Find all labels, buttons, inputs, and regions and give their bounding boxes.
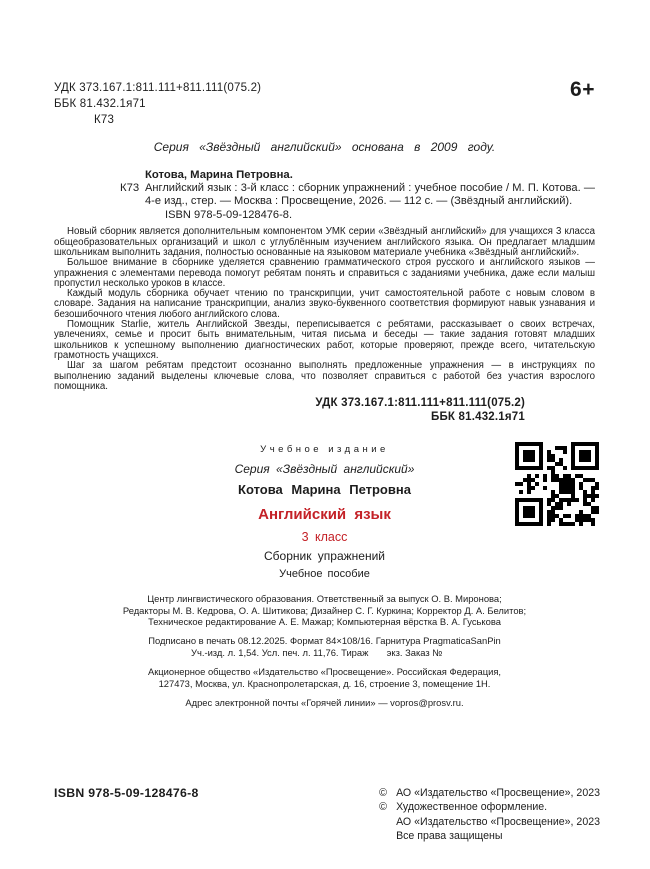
udk-code-bottom: УДК 373.167.1:811.111+811.111(075.2): [315, 397, 525, 410]
bib-author-heading: Котова, Марина Петровна.: [145, 169, 293, 181]
udk-code: УДК 373.167.1:811.111+811.111(075.2): [54, 82, 262, 94]
book-subtitle: Сборник упражнений: [263, 549, 385, 564]
copyright-text: АО «Издательство «Просвещение», 2023: [396, 787, 600, 799]
bib-description: Английский язык : 3-й класс : сборник упражнений : учебное пособие / М. П. Котова. — 4-е изд., стер. — Москва : Просвещение, 2026. — 112 с. — (Звёздный английский).: [145, 182, 595, 208]
copyright-text: АО «Издательство «Просвещение», 2023: [396, 815, 600, 828]
print-line: Уч.-изд. л. 1,54. Усл. печ. л. 11,76. Тираж экз. Заказ №: [191, 646, 458, 658]
copyright-symbol: ©: [379, 787, 387, 799]
print-line: Подписано в печать 08.12.2025. Формат 84×108/16. Гарнитура PragmaticaSanPin: [148, 635, 501, 647]
classification-codes: [54, 80, 261, 128]
copyright-text: Все права защищены: [396, 830, 503, 843]
age-rating-badge: 6+: [570, 78, 595, 101]
staff-line: Техническое редактирование А. Е. Мажар; Компьютерная вёрстка В. А. Гуськова: [148, 615, 501, 627]
staff-line: Редакторы М. В. Кедрова, О. А. Шитикова; Дизайнер С. Г. Куркина; Корректор Д. А. Белитов;: [122, 604, 527, 616]
publisher-line: Акционерное общество «Издательство «Просвещение». Российская Федерация,: [147, 666, 502, 678]
series-founded-note: Серия «Звёздный английский» основана в 2009 году.: [153, 140, 496, 154]
annotation-paragraph: Большое внимание в сборнике уделяется сравнению грамматического строя русского и английского языков — упражнения с элементами перевода помогут ребятам понять и справиться с заданиями учебника, даже если малыш пропустил несколько уроков в классе.: [54, 257, 595, 289]
isbn-bottom: ISBN 978-5-09-128476-8: [54, 786, 199, 800]
bibliographic-record: [120, 168, 595, 222]
edition-type-label: Учебное издание: [260, 444, 389, 456]
copyright-symbol: [379, 815, 396, 829]
qr-code: [515, 442, 599, 526]
copyright-line: [379, 800, 600, 814]
copyright-line: [379, 786, 600, 800]
print-info: [54, 635, 595, 658]
copyright-block: [379, 786, 600, 844]
edition-block: [54, 444, 595, 580]
edition-author: Котова Марина Петровна: [238, 482, 411, 498]
staff-credits: [54, 593, 595, 627]
annotation-paragraph: Шаг за шагом ребятам предстоит осознанно выполнять предложенные упражнения — в инструкциях по выполнению заданий выделены ключевые слова, что позволяет справиться с работой без участия взрослого помощника.: [54, 360, 595, 392]
footer-row: [54, 786, 600, 844]
annotation-paragraph: Помощник Starlie, житель Английской Звезды, переписывается с ребятами, рассказывает о своих встречах, увлечениях, семье и просит быть внимательным, читая письма и беседы — такие задания готовят младших школьников к успешному выполнению диагностических работ, которые проверяют, прежде всего, читательскую грамотность учащихся.: [54, 319, 595, 361]
copyright-line: [379, 829, 600, 843]
bbk-code-bottom: ББК 81.432.1я71: [430, 411, 525, 424]
bib-margin-code: К73: [120, 182, 140, 194]
top-codes-row: [54, 80, 595, 128]
copyright-symbol: [379, 829, 396, 843]
annotation-block: [54, 227, 595, 392]
book-kind: Учебное пособие: [279, 568, 370, 581]
publisher-line: 127473, Москва, ул. Краснопролетарская, д. 16, строение 3, помещение 1Н.: [158, 677, 491, 689]
bbk-code: ББК 81.432.1я71: [54, 98, 146, 110]
copyright-line: [379, 815, 600, 829]
copyright-text: Художественное оформление.: [396, 801, 548, 814]
copyright-symbol: ©: [379, 801, 387, 814]
bib-isbn: ISBN 978-5-09-128476-8.: [165, 209, 293, 222]
edition-series: Серия «Звёздный английский»: [234, 462, 415, 477]
staff-line: Центр лингвистического образования. Ответственный за выпуск О. В. Миронова;: [147, 593, 502, 605]
book-title: Английский язык: [258, 506, 391, 524]
book-grade: 3 класс: [301, 530, 348, 545]
author-sign-code: К73: [94, 114, 115, 126]
publisher-info: [54, 666, 595, 689]
annotation-paragraph: Новый сборник является дополнительным компонентом УМК серии «Звёздный английский» для учащихся 3 класса общеобразовательных организаций и школ с углублённым изучением английского языка. Он предлагает младшим школьникам выполнить задания, полностью основанные на языковом материале учебника «Звёздный английский».: [54, 226, 595, 258]
classification-codes-bottom: [54, 396, 595, 424]
hotline-email: Адрес электронной почты «Горячей линии» — vopros@prosv.ru.: [185, 697, 464, 708]
annotation-paragraph: Каждый модуль сборника обучает чтению по транскрипции, учит самостоятельной работе с новым словом в словаре. Задания на написание транскрипции, анализ звуко-буквенного соответствия формируют навык узнавания и безошибочного чтения любого английского слова.: [54, 288, 595, 320]
